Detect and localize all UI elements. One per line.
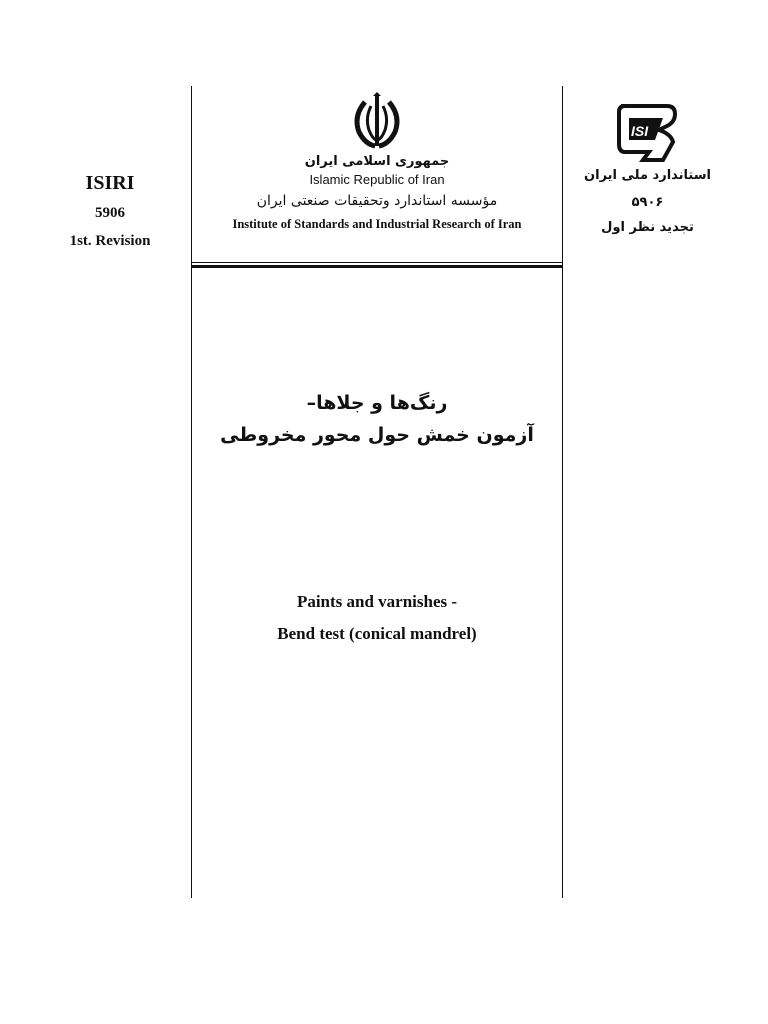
right-divider <box>562 86 563 898</box>
institute-name-fa: مؤسسه استاندارد وتحقیقات صنعتی ایران <box>256 193 498 209</box>
standard-code: ISIRI <box>85 172 135 194</box>
standard-number-fa: ۵۹۰۶ <box>631 195 664 210</box>
header <box>192 92 562 232</box>
standard-revision: 1st. Revision <box>69 233 151 249</box>
svg-text:ISI: ISI <box>630 123 648 139</box>
standard-number: 5906 <box>95 205 125 221</box>
left-standard-info <box>40 172 180 250</box>
national-standard-fa: استاندارد ملی ایران <box>584 168 711 183</box>
title-persian <box>192 392 562 446</box>
iran-emblem-icon <box>347 92 407 150</box>
institute-name-en: Institute of Standards and Industrial Research of Iran <box>232 217 522 231</box>
title-fa-line-2: آزمون خمش حول محور مخروطی <box>220 424 534 446</box>
title-english <box>192 592 562 644</box>
isiri-logo-icon <box>615 100 681 162</box>
title-en-line-2: Bend test (conical mandrel) <box>277 624 477 643</box>
republic-name-en: Islamic Republic of Iran <box>309 172 445 187</box>
title-en-line-1: Paints and varnishes - <box>296 592 458 611</box>
right-standard-info <box>570 100 725 235</box>
republic-name-fa: جمهوری اسلامی ایران <box>304 154 450 169</box>
header-rule-thick <box>192 265 562 268</box>
header-rule-thin <box>192 262 562 263</box>
title-fa-line-1: رنگ‌ها و جلاها– <box>306 392 448 414</box>
revision-fa: تجدید نظر اول <box>601 220 694 235</box>
